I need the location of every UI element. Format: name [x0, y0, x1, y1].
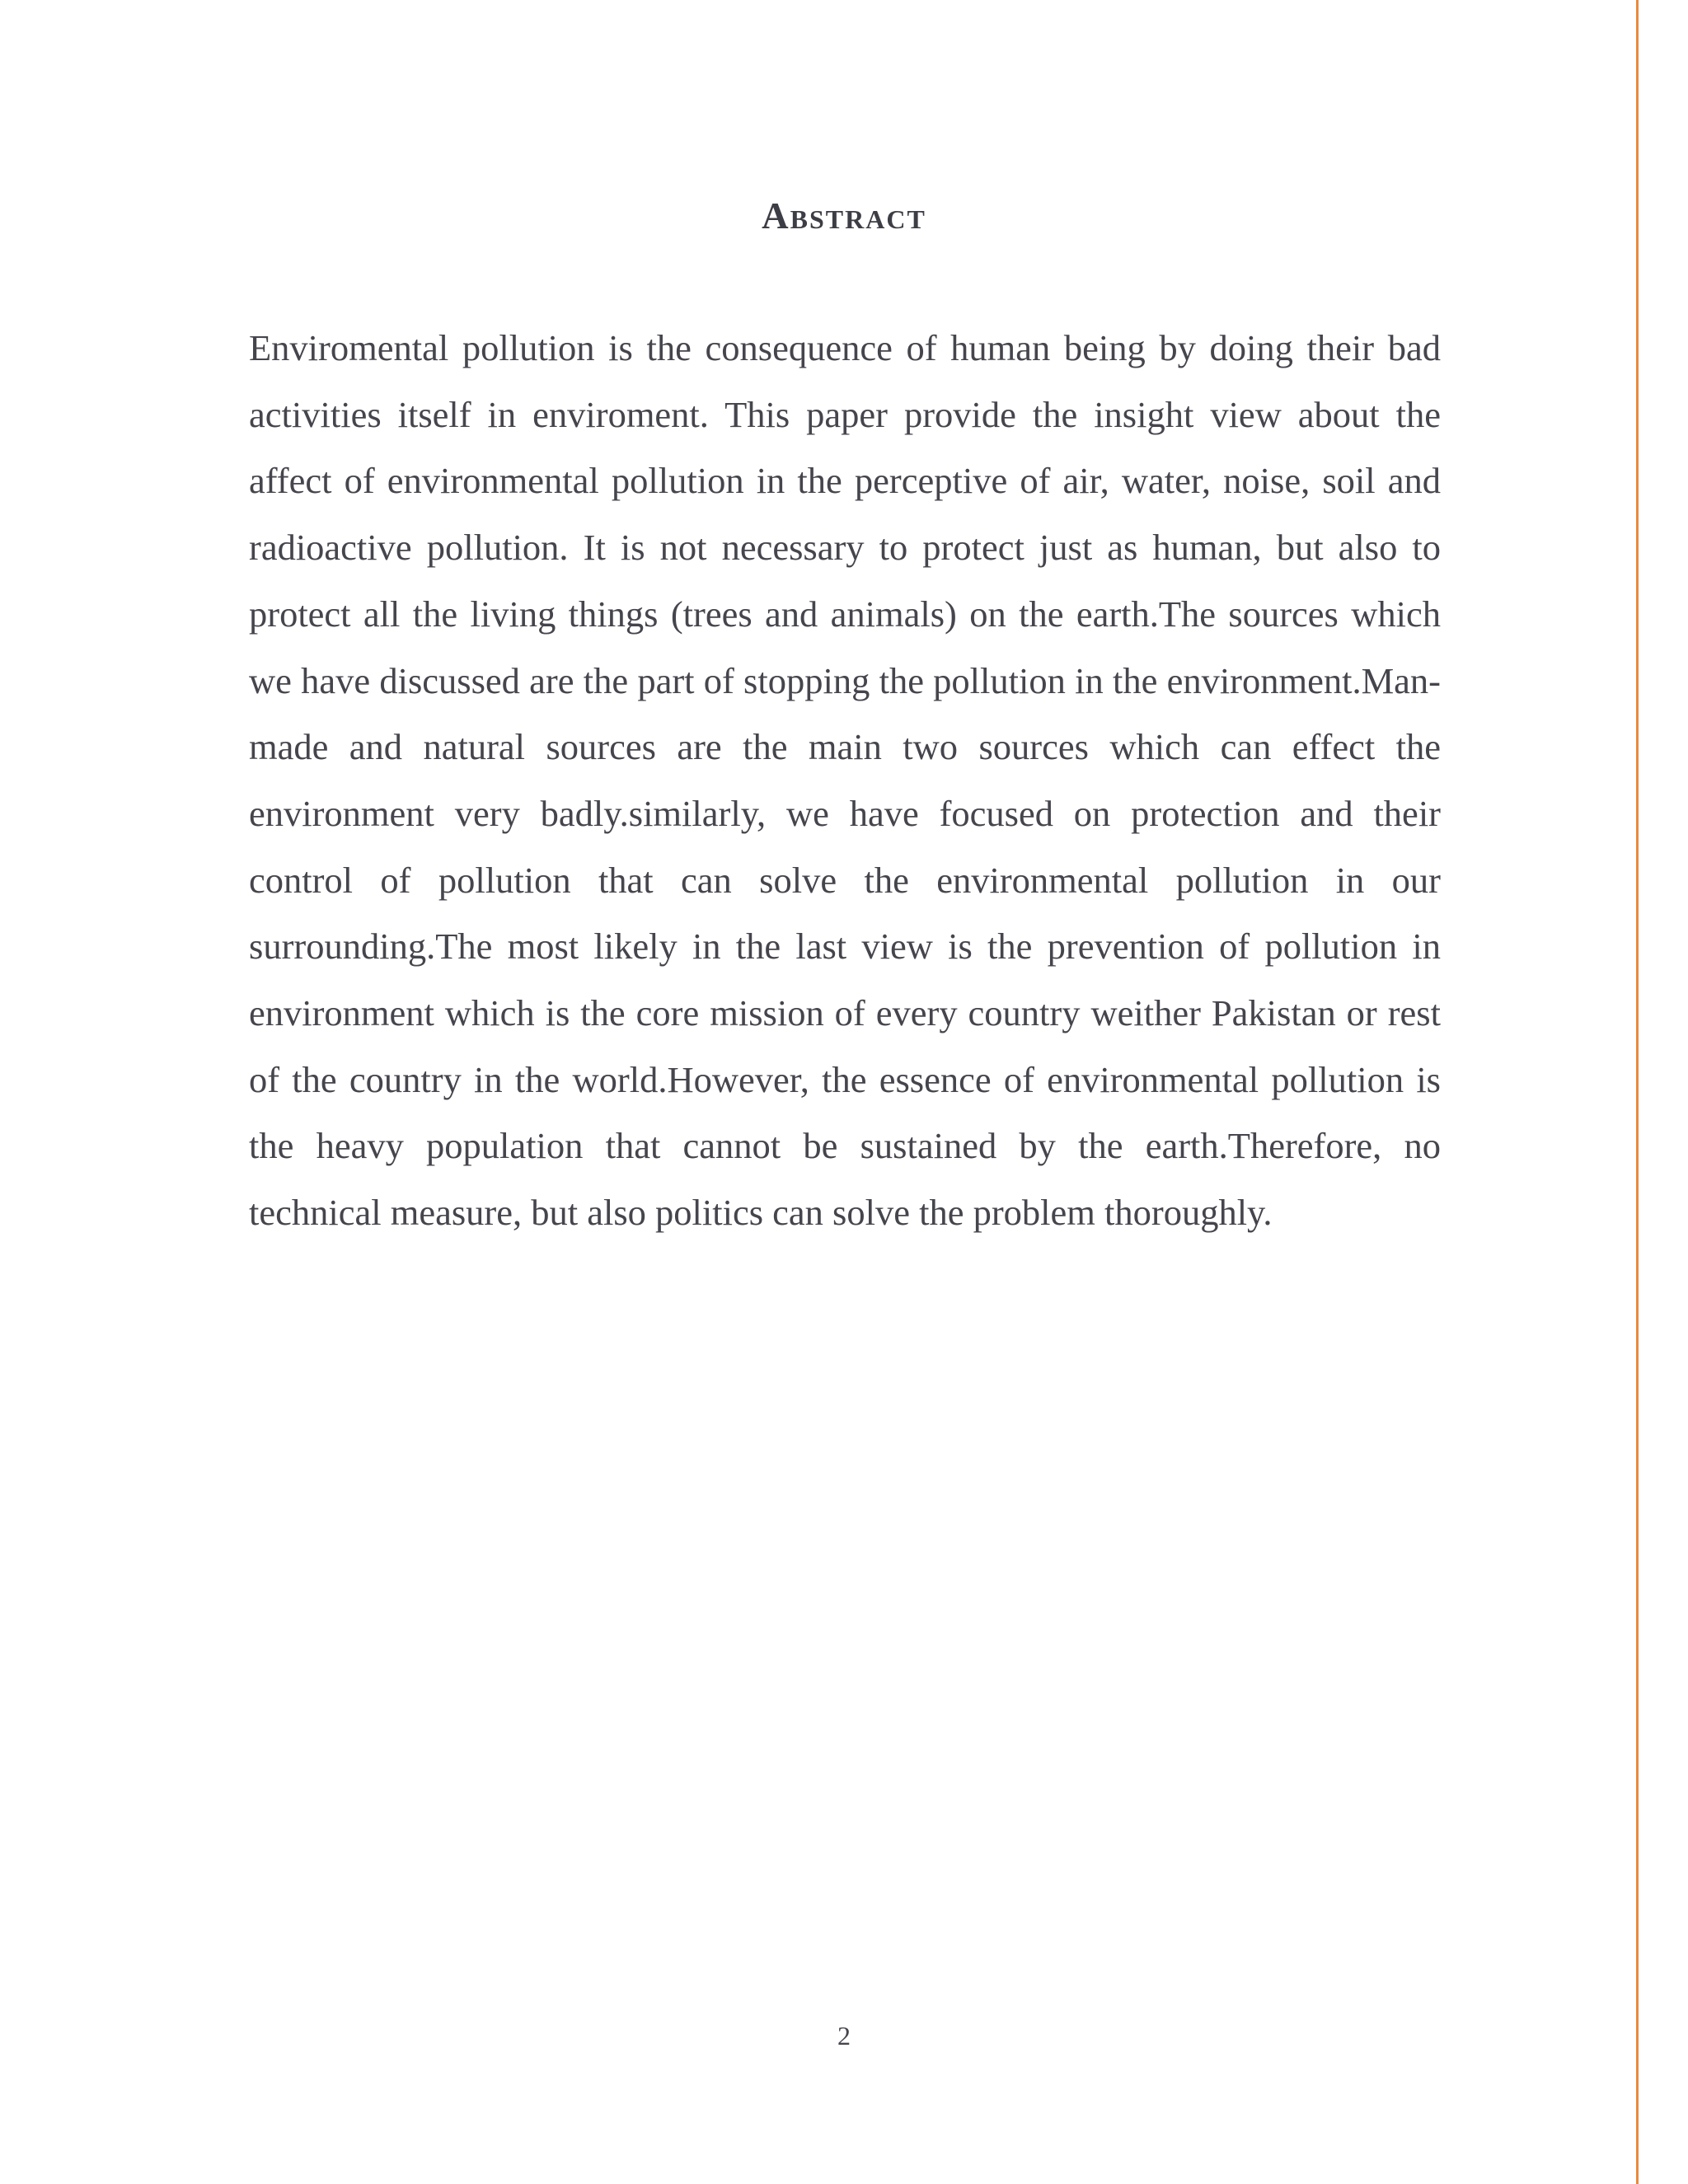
page-number: 2	[837, 2021, 851, 2050]
page-edge-line	[1636, 0, 1639, 2184]
abstract-heading: Abstract	[762, 195, 926, 237]
abstract-paragraph: Enviromental pollution is the consequence of human being by doing their bad activities itself in enviroment. This paper provide the insight view about the affect of environmental pollution in the perceptive of air, water, noise, soil and radioactive pollution. It is not necessary to protect just as human, but also to protect all the living things (trees and animals) on the earth.The sources which we have discussed are the part of stopping the pollution in the environment.Man-made and natural sources are the main two sources which can effect the environment very badly.similarly, we have focused on protection and their control of pollution that can solve the environmental pollution in our surrounding.The most likely in the last view is the prevention of pollution in environment which is the core mission of every country weither Pakistan or rest of the country in the world.However, the essence of environmental pollution is the heavy population that cannot be sustained by the earth.Therefore, no technical measure, but also politics can solve the problem thoroughly.	[249, 327, 1441, 1234]
